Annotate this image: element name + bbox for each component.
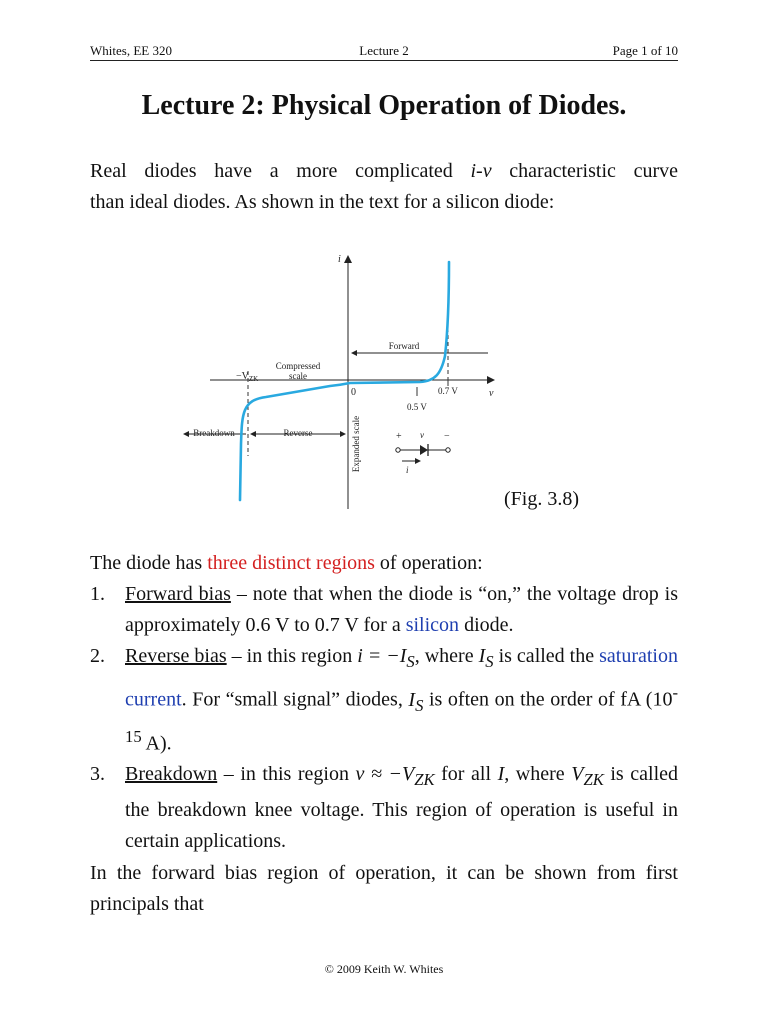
list-number: 3. (90, 763, 105, 786)
expanded-scale-label: Expanded scale (351, 415, 361, 473)
diode-minus: − (444, 431, 450, 442)
intro-line-2: than ideal diodes. As shown in the text for a silicon diode: (90, 191, 555, 213)
forward-label: Forward (388, 341, 420, 351)
v05-label: 0.5 V (407, 402, 427, 412)
v-axis-label: v (489, 388, 494, 399)
page-footer: © 2009 Keith W. Whites (324, 962, 444, 976)
intro-text-a: Real diodes have a more complicated (90, 160, 471, 182)
diode-i-label: i (406, 465, 409, 475)
diode-terminal-right (446, 448, 450, 452)
v07-label: 0.7 V (438, 386, 458, 396)
iv-curve (240, 262, 449, 500)
term-breakdown: Breakdown (125, 763, 218, 786)
reverse-label: Reverse (283, 428, 313, 438)
saturation-current-highlight: saturation current (125, 645, 678, 711)
iv-curve-svg (180, 244, 510, 512)
three-regions-highlight: three distinct regions (207, 552, 375, 574)
breakdown-text-b: for all (434, 763, 498, 786)
figure-caption: (Fig. 3.8) (504, 488, 579, 510)
exponent: -15 (125, 683, 679, 746)
reverse-text-f: A). (141, 732, 172, 755)
regions-list (90, 579, 678, 857)
i-axis-label: i (338, 254, 341, 265)
regions-intro-a: The diode has (90, 552, 208, 574)
intro-iv: i-v (470, 160, 492, 182)
reverse-equation: $i = -I_S$ (357, 645, 415, 671)
regions-intro-b: of operation: (374, 552, 483, 574)
header-lecture: Lecture 2 (359, 43, 409, 58)
forward-text-b: diode. (459, 614, 514, 636)
breakdown-text-a: – in this region (217, 763, 356, 786)
current-symbol: I (497, 763, 505, 786)
breakdown-label: Breakdown (193, 428, 235, 438)
diode-terminal-left (396, 448, 400, 452)
list-item-forward-bias (90, 579, 678, 641)
vzk-label: $-V_{ZK}$ (236, 371, 259, 383)
intro-line-1 (90, 156, 678, 187)
reverse-text-a: – in this region (226, 645, 358, 667)
breakdown-text-d: is called the breakdown knee voltage. This region of operation is useful in certain applications. (125, 763, 679, 853)
header-page-number: Page 1 of 10 (612, 43, 678, 58)
list-item-breakdown (90, 759, 678, 857)
diode-plus: + (396, 431, 402, 442)
is-symbol: $I_S$ (478, 645, 494, 671)
intro-text-b: characteristic curve (491, 160, 678, 182)
page-header (90, 40, 678, 61)
list-item-reverse-bias (90, 641, 678, 759)
compressed-scale-label-2: scale (289, 371, 307, 381)
diode-schematic (396, 430, 450, 475)
compressed-scale-label: Compressed (275, 361, 321, 371)
regions-intro (90, 548, 678, 579)
list-number: 2. (90, 645, 105, 667)
breakdown-text-c: , where (504, 763, 572, 786)
forward-text-a: – note that when the diode is “on,” the voltage drop is approximately 0.6 V to 0.7 V for a (125, 583, 678, 636)
reverse-text-e: is often on the order of fA (10 (423, 688, 673, 711)
reverse-text-b: , where (414, 645, 479, 667)
vzk-symbol: $V_{ZK}$ (571, 763, 604, 790)
reverse-text-d: . For “small signal” diodes, (181, 688, 409, 711)
list-number: 1. (90, 583, 105, 605)
is-symbol-2: $I_S$ (408, 688, 424, 715)
header-course: Whites, EE 320 (90, 43, 172, 58)
term-reverse-bias: Reverse bias (125, 645, 227, 667)
diode-triangle (420, 445, 428, 455)
origin-label: 0 (351, 387, 356, 398)
outro-paragraph: In the forward bias region of operation, it can be shown from first principals that (90, 862, 678, 915)
silicon-highlight: silicon (405, 614, 460, 636)
reverse-text-c: is called the (493, 645, 600, 667)
page-title: Lecture 2: Physical Operation of Diodes. (141, 90, 627, 121)
term-forward-bias: Forward bias (125, 583, 231, 605)
intro-paragraph (90, 156, 678, 218)
diode-iv-figure (180, 244, 510, 512)
diode-v-label: v (420, 430, 424, 440)
breakdown-equation: $v \approx -V_{ZK}$ (355, 763, 435, 790)
